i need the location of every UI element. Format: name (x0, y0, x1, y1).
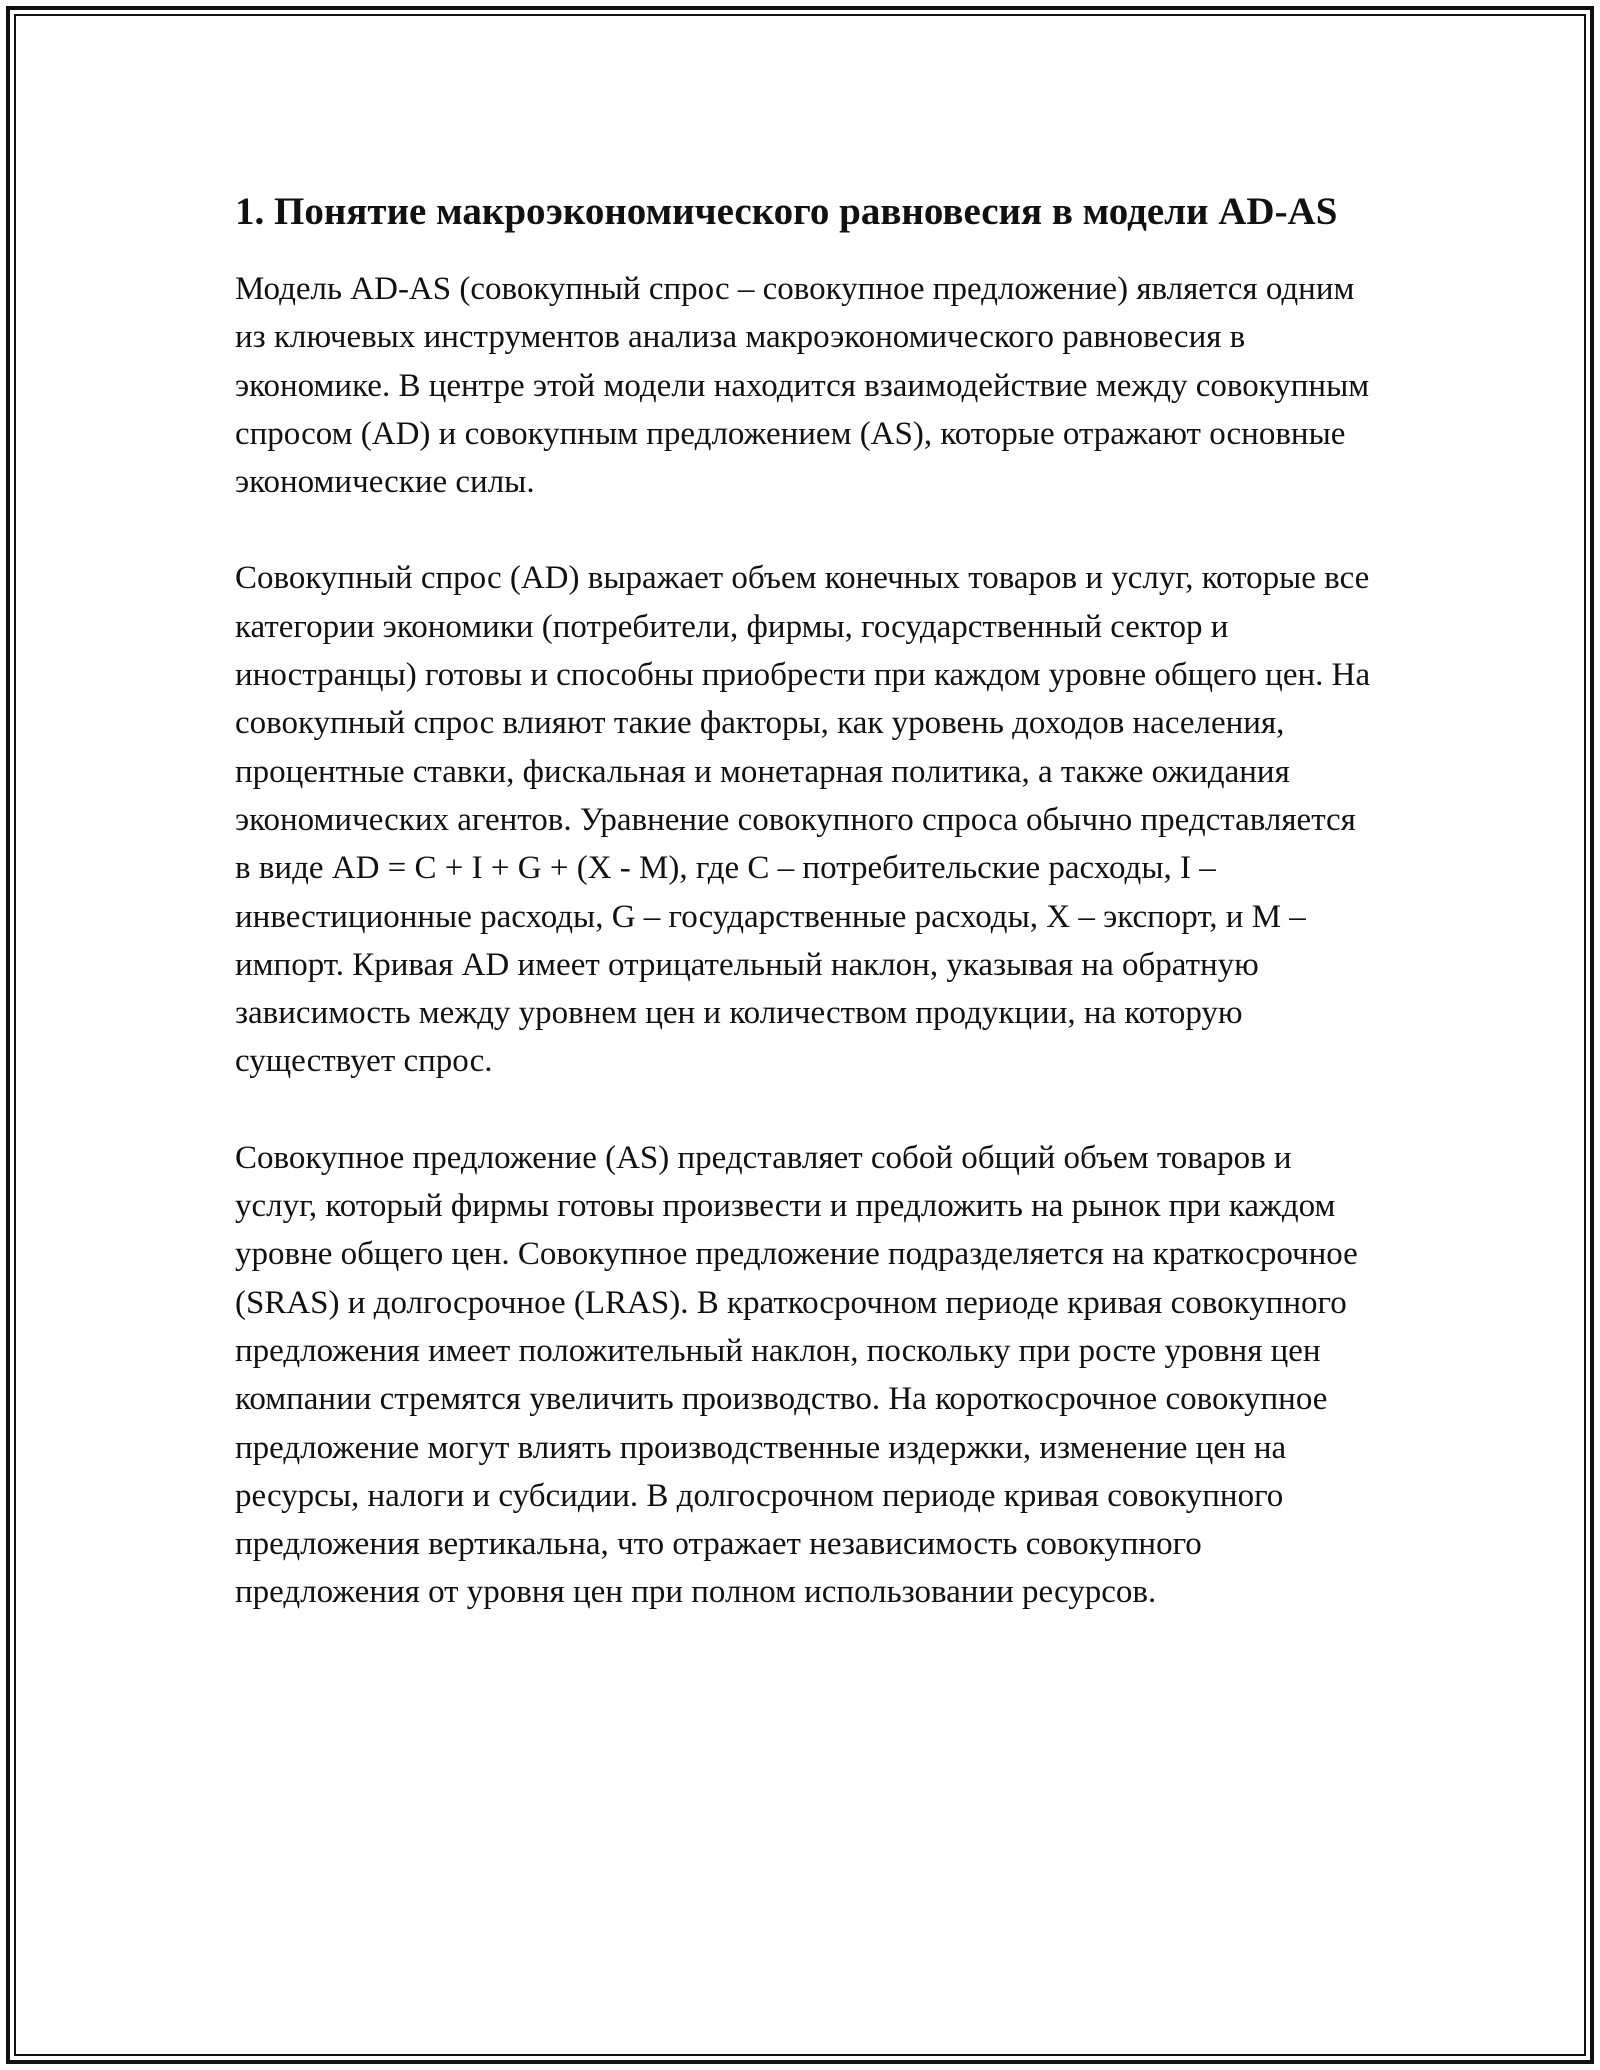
paragraph-model-intro: Модель AD-AS (совокупный спрос – совокупное предложение) является одним из ключевых инструментов анализа макроэкономического равновесия в экономике. В центре этой модели находится взаимодействие между совокупным спросом (AD) и совокупным предложением (AS), которые отражают основные экономические силы. (235, 271, 1370, 501)
document-body (235, 185, 1375, 1665)
paragraph-aggregate-supply: Совокупное предложение (AS) представляет собой общий объем товаров и услуг, который фирмы готовы произвести и предложить на рынок при каждом уровне общего цен. Совокупное предложение подразделяется на краткосрочное (SRAS) и долгосрочное (LRAS). В краткосрочном периоде кривая совокупного предложения имеет положительный наклон, поскольку при росте уровня цен компании стремятся увеличить производство. На короткосрочное совокупное предложение могут влиять производственные издержки, изменение цен на ресурсы, налоги и субсидии. В долгосрочном периоде кривая совокупного предложения вертикальна, что отражает независимость совокупного предложения от уровня цен при полном использовании ресурсов. (235, 1139, 1358, 1611)
section-heading: 1. Понятие макроэкономического равновесия в модели AD-AS (235, 190, 1338, 233)
paragraph-aggregate-demand: Совокупный спрос (AD) выражает объем конечных товаров и услуг, которые все категории экономики (потребители, фирмы, государственный сектор и иностранцы) готовы и способны приобрести при каждом уровне общего цен. На совокупный спрос влияют такие факторы, как уровень доходов населения, процентные ставки, фискальная и монетарная политика, а также ожидания экономических агентов. Уравнение совокупного спроса обычно представляется в виде AD = C + I + G + (X - M), где C – потребительские расходы, I – инвестиционные расходы, G – государственные расходы, X – экспорт, и M – импорт. Кривая AD имеет отрицательный наклон, указывая на обратную зависимость между уровнем цен и количеством продукции, на которую существует спрос. (235, 560, 1371, 1080)
